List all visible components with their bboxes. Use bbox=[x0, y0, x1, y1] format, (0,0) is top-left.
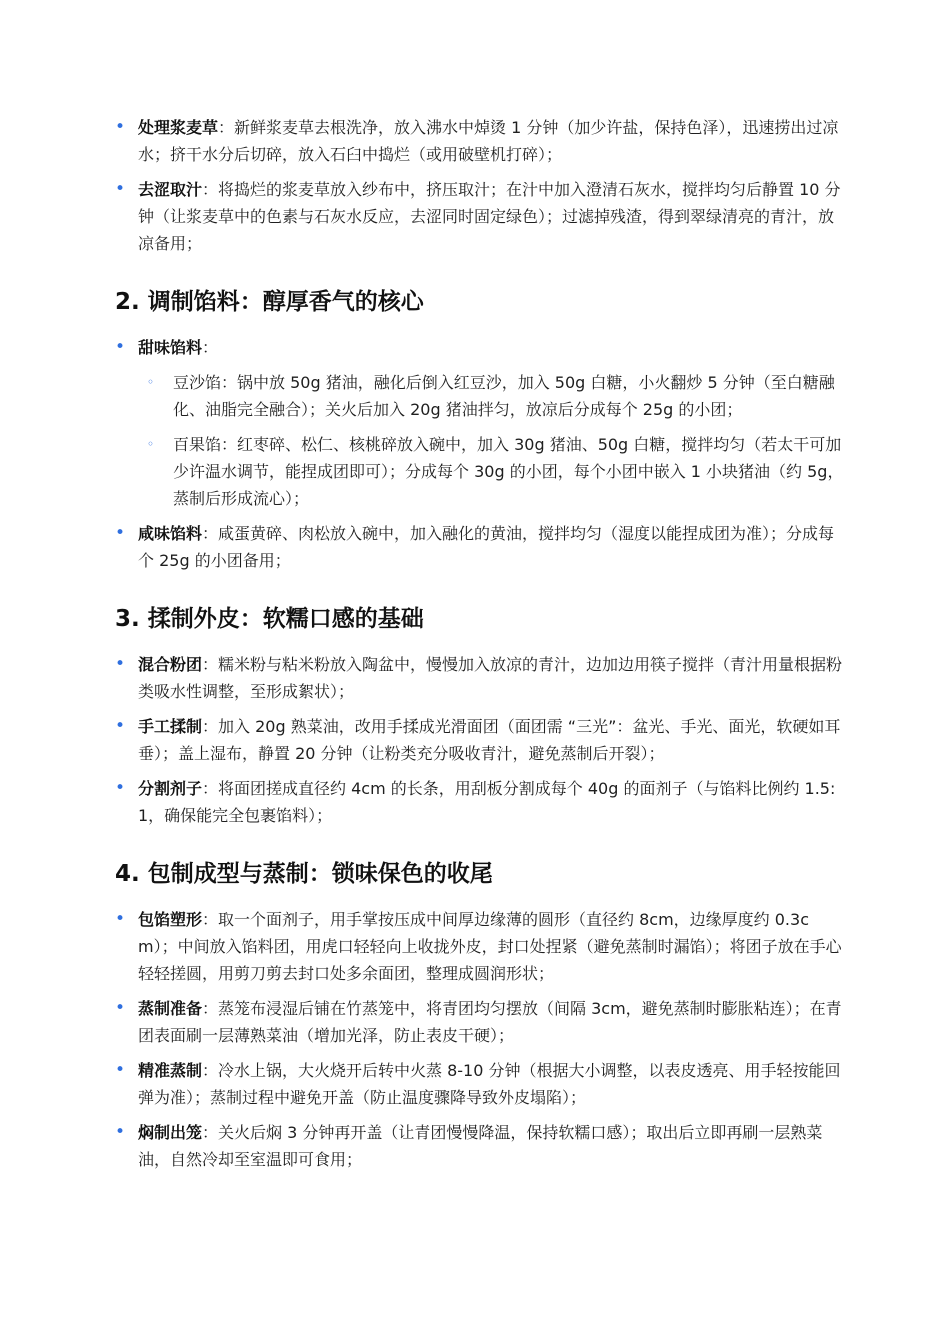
bullet-icon: • bbox=[115, 179, 126, 199]
item-text: ：咸蛋黄碎、肉松放入碗中，加入融化的黄油，搅拌均匀（湿度以能捏成团为准）；分成每个 25g 的小团备用； bbox=[138, 524, 835, 570]
bullet-icon: • bbox=[115, 909, 126, 929]
item-label: 蒸制准备 bbox=[138, 999, 203, 1018]
item-label: 分割剂子 bbox=[138, 779, 203, 798]
section-heading-filling: 2. 调制馅料：醇厚香气的核心 bbox=[115, 289, 424, 315]
recipe-content bbox=[115, 114, 845, 1181]
list-item bbox=[115, 334, 845, 512]
item-text: ：蒸笼布浸湿后铺在竹蒸笼中，将青团均匀摆放（间隔 3cm，避免蒸制时膨胀粘连）；在青团表面刷一层薄熟菜油（增加光泽，防止表皮干硬）； bbox=[138, 999, 842, 1045]
list-item bbox=[115, 906, 845, 987]
item-label: 甜味馅料 bbox=[138, 338, 203, 357]
item-text: ：糯米粉与粘米粉放入陶盆中，慢慢加入放凉的青汁，边加边用筷子搅拌（青汁用量根据粉类吸水性调整，至形成絮状）； bbox=[138, 655, 843, 701]
list-item bbox=[115, 775, 845, 829]
item-label: 处理浆麦草 bbox=[138, 118, 219, 137]
item-text: ：关火后焖 3 分钟再开盖（让青团慢慢降温，保持软糯口感）；取出后立即再刷一层熟菜油，自然冷却至室温即可食用； bbox=[138, 1123, 823, 1169]
list-item bbox=[115, 176, 845, 257]
item-text: ：加入 20g 熟菜油，改用手揉成光滑面团（面团需 “三光”：盆光、手光、面光，软硬如耳垂）；盖上湿布，静置 20 分钟（让粉类充分吸收青汁，避免蒸制后开裂）； bbox=[138, 717, 841, 763]
sweet-filling-sublist bbox=[138, 369, 845, 512]
item-text: ：新鲜浆麦草去根洗净，放入沸水中焯烫 1 分钟（加少许盐，保持色泽），迅速捞出过凉水；挤干水分后切碎，放入石臼中捣烂（或用破壁机打碎）； bbox=[138, 118, 839, 164]
item-text: ： bbox=[202, 338, 219, 357]
item-label: 咸味馅料 bbox=[138, 524, 203, 543]
section-heading-dough: 3. 揉制外皮：软糯口感的基础 bbox=[115, 606, 424, 632]
filling-list bbox=[115, 334, 845, 574]
item-label: 包馅塑形 bbox=[138, 910, 203, 929]
item-text: ：将面团搓成直径约 4cm 的长条，用刮板分割成每个 40g 的面剂子（与馅料比例约 1.5:1，确保能完全包裹馅料）； bbox=[138, 779, 836, 825]
bullet-icon: • bbox=[115, 716, 126, 736]
item-label: 焖制出笼 bbox=[138, 1123, 203, 1142]
list-item bbox=[115, 1057, 845, 1111]
list-item bbox=[115, 114, 845, 168]
juice-step-list bbox=[115, 114, 845, 257]
list-item bbox=[115, 651, 845, 705]
item-text: ：将捣烂的浆麦草放入纱布中，挤压取汁；在汁中加入澄清石灰水，搅拌均匀后静置 10 分钟（让浆麦草中的色素与石灰水反应，去涩同时固定绿色）；过滤掉残渣，得到翠绿清亮的青汁，放凉备用； bbox=[138, 180, 841, 253]
bullet-icon: • bbox=[115, 337, 126, 357]
section-heading-steaming: 4. 包制成型与蒸制：锁味保色的收尾 bbox=[115, 861, 493, 887]
item-label: 精准蒸制 bbox=[138, 1061, 203, 1080]
steaming-list bbox=[115, 906, 845, 1173]
sub-item-text: 百果馅：红枣碎、松仁、核桃碎放入碗中，加入 30g 猪油、50g 白糖，搅拌均匀（若太干可加少许温水调节，能捏成团即可）；分成每个 30g 的小团，每个小团中嵌入 1 小块猪油（约 5g，蒸制后形成流心）； bbox=[173, 435, 844, 508]
bullet-icon: • bbox=[115, 998, 126, 1018]
sub-list-item bbox=[138, 369, 845, 423]
item-label: 手工揉制 bbox=[138, 717, 203, 736]
list-item bbox=[115, 520, 845, 574]
hollow-bullet-icon: ◦ bbox=[147, 437, 155, 451]
list-item bbox=[115, 713, 845, 767]
item-text: ：冷水上锅，大火烧开后转中火蒸 8-10 分钟（根据大小调整，以表皮透亮、用手轻按能回弹为准）；蒸制过程中避免开盖（防止温度骤降导致外皮塌陷）； bbox=[138, 1061, 841, 1107]
hollow-bullet-icon: ◦ bbox=[147, 375, 155, 389]
bullet-icon: • bbox=[115, 654, 126, 674]
bullet-icon: • bbox=[115, 1060, 126, 1080]
item-label: 去涩取汁 bbox=[138, 180, 203, 199]
dough-list bbox=[115, 651, 845, 829]
bullet-icon: • bbox=[115, 523, 126, 543]
item-label: 混合粉团 bbox=[138, 655, 203, 674]
bullet-icon: • bbox=[115, 117, 126, 137]
bullet-icon: • bbox=[115, 1122, 126, 1142]
sub-list-item bbox=[138, 431, 845, 512]
list-item bbox=[115, 995, 845, 1049]
sub-item-text: 豆沙馅：锅中放 50g 猪油，融化后倒入红豆沙，加入 50g 白糖，小火翻炒 5 分钟（至白糖融化、油脂完全融合）；关火后加入 20g 猪油拌匀，放凉后分成每个 25g 的小团； bbox=[173, 373, 835, 419]
bullet-icon: • bbox=[115, 778, 126, 798]
list-item bbox=[115, 1119, 845, 1173]
item-text: ：取一个面剂子，用手掌按压成中间厚边缘薄的圆形（直径约 8cm，边缘厚度约 0.3cm）；中间放入馅料团，用虎口轻轻向上收拢外皮，封口处捏紧（避免蒸制时漏馅）；将团子放在手心轻轻搓圆，用剪刀剪去封口处多余面团，整理成圆润形状； bbox=[138, 910, 842, 983]
